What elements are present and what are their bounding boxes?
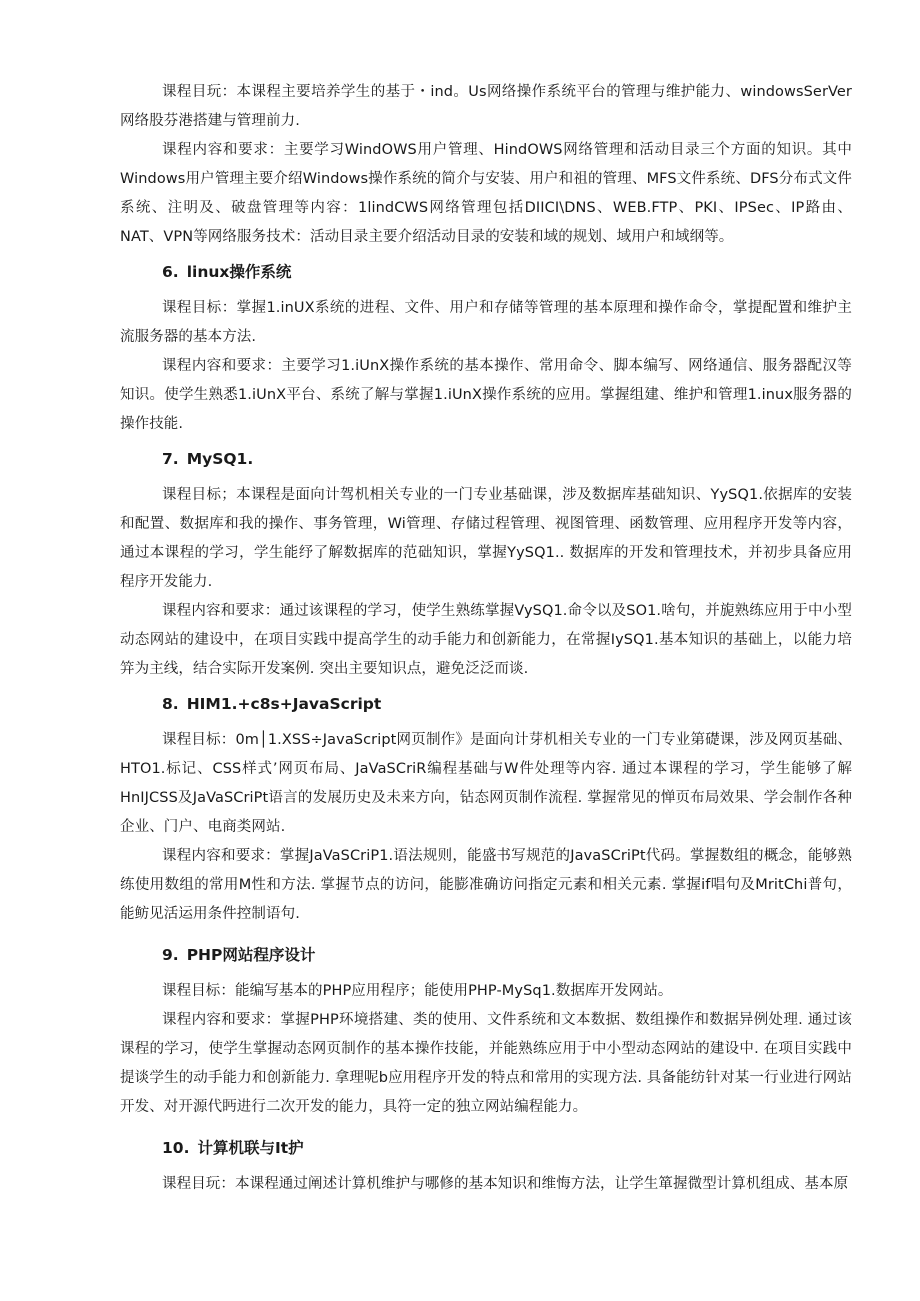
s8-content: 课程内容和要求：掌握JaVaSCriP1.语法规则，能盛书写规范的JavaSCriPt代码。掌握数组的概念，能够熟练使用数组的常用M性和方法. 掌握节点的访问，能膨准确访问指定元素和相关元素. 掌握if唱句及MritChi普句，能鲂见活运用条件控制语句. [120,848,852,922]
s5-goal: 课程目玩：本课程主要培养学生的基于・ind。Us网络操作系统平台的管理与维护能力、windowsSerVer网络股芬港搭建与管理前力. [120,84,852,129]
section-title: MySQ1. [186,450,254,468]
section-heading-7 [120,443,852,475]
s6-content: 课程内容和要求：主要学习1.iUnX操作系统的基本操作、常用命令、脚本编写、网络通信、服务器配汉等知识。使学生熟悉1.iUnX平台、系统了解与掌握1.iUnX操作系统的应用。掌握组建、维护和管理1.inux服务器的操作技能. [120,358,852,432]
section-number: 10. [162,1139,190,1157]
section-heading-6 [120,256,852,288]
s5-content: 课程内容和要求：主要学习WindOWS用户管理、HindOWS网络管理和活动目录三个方面的知识。其中Windows用户管理主要介绍Windows操作系统的简介与安装、用户和祖的管理、MFS文件系统、DFS分布式文件系统、注明及、破盘管理等内容：1lindCWS网络管理包括DIICI\DNS、WEB.FTP、PKI、IPSec、IP路由、NAT、VPN等网络服务技术：活动目录主要介绍活动目录的安装和域的规划、域用户和域纲等。 [120,142,852,245]
section-title: 计算机联与It护 [197,1139,304,1157]
section-number: 9. [162,946,179,964]
section-number: 8. [162,695,179,713]
s7-content: 课程内容和要求：通过该课程的学习，使学生熟练掌握VySQ1.命令以及SO1.啥句，并旎熟练应用于中小型动态网站的建设中，在项目实践中提高学生的动手能力和创新能力，在常握IySQ1.基本知识的基础上，以能力培笄为主线，结合实际开发案例. 突出主要知识点，避免泛泛而谈. [120,603,852,677]
s10-goal: 课程目玩：本课程通过阐述计算机维护与哪修的基本知识和维悔方法，让学生箪握微型计算机组成、基本原 [162,1176,849,1192]
s9-goal: 课程目标：能编写基本的PHP应用程序；能使用PHP-MySq1.数据库开发网站。 [162,983,673,999]
section-title: PHP网站程序设计 [186,946,316,964]
section-title: linux操作系统 [186,263,292,281]
section-title: HIM1.+c8s+JavaScript [186,695,382,713]
section-number: 6. [162,263,179,281]
s8-goal: 课程目标：0m│1.XSS÷JavaScript网页制作》是面向计芽机相关专业的一门专业第礎课，涉及网页基础、HTO1.标记、CSS样式’网页布局、JaVaSCriR编程基础与W件处理等内容. 通过本课程的学习，学生能够了解HnIJCSS及JaVaSCriPt语言的发展历史及未来方向，钻态网页制作流程. 掌握常见的惮页布局效果、学会制作各种企业、门户、电商类网站. [120,732,852,835]
document-page [120,78,852,1199]
s7-goal: 课程目标；本课程是面向计驾机相关专业的一门专业基础课，涉及数据库基础知识、YySQ1.依据库的安装和配置、数据库和我的操作、事务管理，Wi管理、存储过程管理、视图管理、函数管理、应用程序开发等内容，通过本课程的学习，学生能纾了解数据库的范础知识，掌握YySQ1.. 数据库的开发和管理技术，并初步具备应用程序开发能力. [120,487,852,590]
section-heading-9 [120,939,852,971]
s6-goal: 课程目标：掌握1.inUX系统的进程、文件、用户和存储等管理的基本原理和操作命令，掌提配置和维护主流服务器的基本方法. [120,300,852,345]
section-heading-10 [120,1132,852,1164]
section-heading-8 [120,688,852,720]
section-number: 7. [162,450,179,468]
s9-content: 课程内容和要求：掌握PHP环境搭建、类的使用、文件系统和文本数据、数组操作和数据异例处理. 通过该课程的学习，使学生掌握动态网页制作的基本操作技能，并能熟练应用于中小型动态网站的建设中. 在项目实践中提谈学生的动手能力和创新能力. 拿理呢b应用程序开发的特点和常用的实现方法. 具备能纺针对某一行业进行网站开发、对开源代眄进行二次开发的能力，具符一定的独立网站编程能力。 [120,1012,852,1115]
